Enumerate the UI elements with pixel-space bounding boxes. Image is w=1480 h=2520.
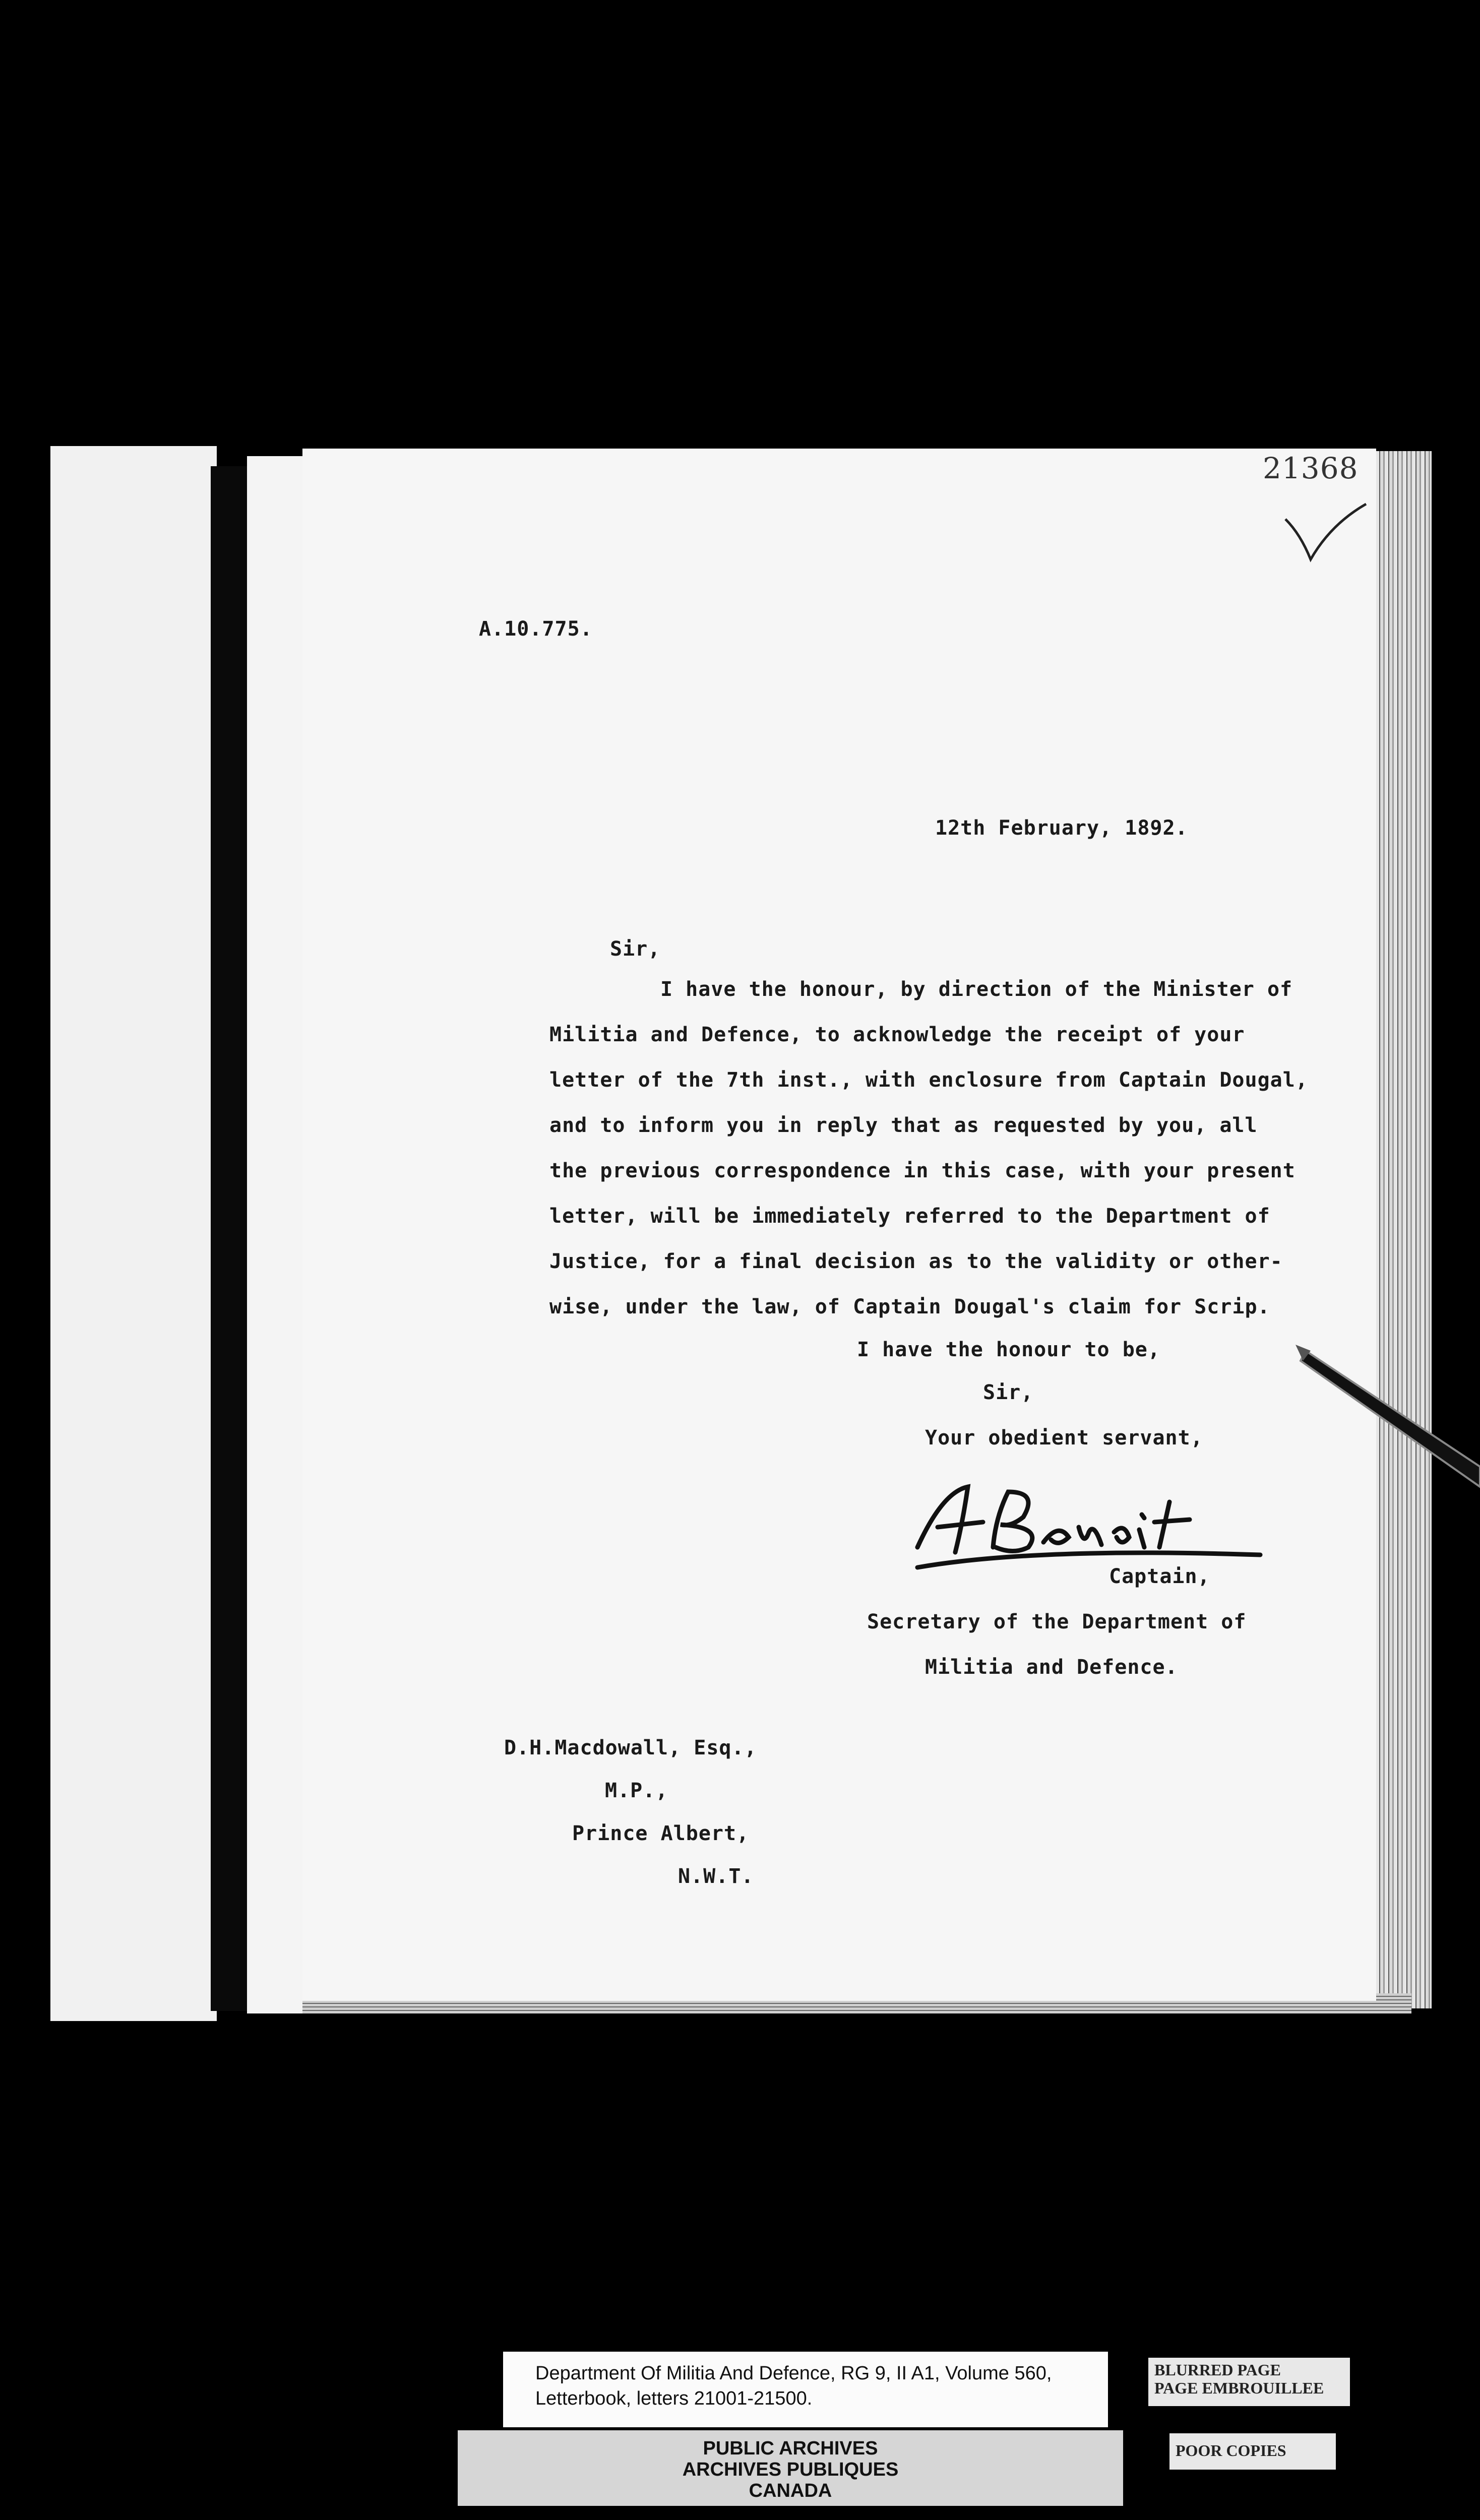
addressee-line: N.W.T. bbox=[678, 1865, 754, 1888]
body-line: letter, will be immediately referred to the Department of bbox=[549, 1205, 1270, 1228]
blurred-page-stamp bbox=[1148, 2358, 1350, 2406]
file-number: A.10.775. bbox=[479, 617, 593, 641]
checkmark-icon bbox=[1280, 499, 1371, 564]
body-line: the previous correspondence in this case, with your present bbox=[549, 1159, 1296, 1182]
closing-line: Sir, bbox=[983, 1381, 1034, 1404]
closing-line: Your obedient servant, bbox=[925, 1426, 1203, 1450]
gutter-margin bbox=[247, 456, 305, 2013]
archives-line: PUBLIC ARCHIVES bbox=[703, 2438, 878, 2459]
archives-line: CANADA bbox=[749, 2480, 832, 2501]
signatory-title: Militia and Defence. bbox=[925, 1656, 1178, 1679]
page-edges bbox=[1371, 451, 1432, 2008]
salutation: Sir, bbox=[610, 937, 661, 961]
stamp-line: PAGE EMBROUILLEE bbox=[1154, 2379, 1324, 2397]
addressee-line: M.P., bbox=[605, 1779, 668, 1802]
body-line: Justice, for a final decision as to the validity or other- bbox=[549, 1250, 1283, 1273]
body-line: Militia and Defence, to acknowledge the receipt of your bbox=[549, 1023, 1245, 1046]
stamp-line: BLURRED PAGE bbox=[1154, 2361, 1281, 2379]
body-line: wise, under the law, of Captain Dougal's claim for Scrip. bbox=[549, 1295, 1270, 1318]
archives-line: ARCHIVES PUBLIQUES bbox=[682, 2459, 899, 2480]
pen-pointer bbox=[1296, 1341, 1480, 1502]
book-gutter bbox=[211, 466, 251, 2011]
closing-line: I have the honour to be, bbox=[857, 1338, 1160, 1361]
archives-label bbox=[458, 2430, 1123, 2506]
archive-caption bbox=[503, 2352, 1108, 2427]
page-number: 21368 bbox=[1263, 451, 1359, 485]
body-line: and to inform you in reply that as requested by you, all bbox=[549, 1114, 1258, 1137]
signatory-title: Secretary of the Department of bbox=[867, 1610, 1247, 1633]
handwritten-signature bbox=[907, 1472, 1270, 1588]
left-page bbox=[50, 446, 217, 2021]
caption-line: Letterbook, letters 21001-21500. bbox=[535, 2388, 813, 2409]
letter-date: 12th February, 1892. bbox=[935, 816, 1188, 840]
poor-copies-stamp: POOR COPIES bbox=[1169, 2433, 1336, 2470]
addressee-line: Prince Albert, bbox=[572, 1822, 750, 1845]
body-line: letter of the 7th inst., with enclosure from Captain Dougal, bbox=[549, 1068, 1308, 1092]
body-line: I have the honour, by direction of the Minister of bbox=[660, 978, 1293, 1001]
caption-line: Department Of Militia And Defence, RG 9, II A1, Volume 560, bbox=[535, 2363, 1052, 2384]
addressee-line: D.H.Macdowall, Esq., bbox=[504, 1736, 757, 1759]
signatory-rank: Captain, bbox=[1109, 1565, 1210, 1588]
